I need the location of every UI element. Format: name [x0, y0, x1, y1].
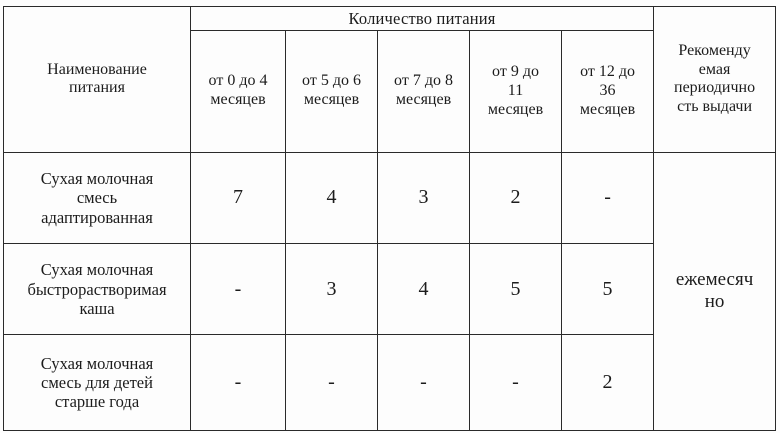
age-header-line: от 7 до 8 — [394, 72, 453, 90]
row-name-cell — [4, 152, 191, 243]
quantity-cell: - — [378, 335, 470, 431]
period-value-cell — [654, 152, 776, 430]
quantity-cell: - — [470, 335, 562, 431]
quantity-group-header: Количество питания — [191, 7, 654, 31]
row-name-line: каша — [79, 299, 115, 319]
age-header-line: от 9 до — [492, 62, 539, 80]
age-header-12-36 — [562, 30, 654, 152]
row-name-line: смесь — [76, 188, 118, 208]
age-header-line: 11 — [507, 81, 524, 99]
row-name-line: Сухая молочная — [40, 260, 154, 280]
row-name-cell — [4, 244, 191, 335]
period-value-line-1: ежемесяч — [675, 268, 754, 290]
period-header-line-1: Рекоменду — [678, 41, 751, 59]
row-name-line: Сухая молочная — [40, 168, 154, 188]
table-row — [4, 152, 776, 243]
period-value-line-2: но — [704, 291, 725, 313]
quantity-cell: - — [191, 335, 286, 431]
age-header-line: месяцев — [579, 100, 636, 118]
row-name-line: старше года — [54, 392, 140, 412]
age-header-line: от 5 до 6 — [302, 72, 361, 90]
name-header-line-1: Наименование — [47, 60, 147, 78]
age-header-line: от 12 до — [580, 62, 635, 80]
quantity-cell: 2 — [470, 152, 562, 243]
period-header-line-3: периодично — [674, 79, 756, 97]
quantity-cell: 5 — [562, 244, 654, 335]
nutrition-table — [3, 6, 776, 431]
row-name-line: Сухая молочная — [40, 353, 154, 373]
quantity-cell: 2 — [562, 335, 654, 431]
quantity-cell: 4 — [286, 152, 378, 243]
age-header-line: 36 — [599, 81, 616, 99]
age-header-line: месяцев — [395, 91, 452, 109]
row-name-line: смесь для детей — [41, 373, 153, 392]
quantity-cell: 3 — [378, 152, 470, 243]
quantity-cell: 4 — [378, 244, 470, 335]
quantity-cell: - — [562, 152, 654, 243]
quantity-cell: 3 — [286, 244, 378, 335]
quantity-cell: - — [286, 335, 378, 431]
age-header-5-6 — [286, 30, 378, 152]
age-header-9-11 — [470, 30, 562, 152]
age-header-line: от 0 до 4 — [208, 72, 268, 90]
age-header-0-4 — [191, 30, 286, 152]
period-header-line-4: сть выдачи — [677, 98, 753, 116]
quantity-cell: 7 — [191, 152, 286, 243]
quantity-cell: 5 — [470, 244, 562, 335]
quantity-cell: - — [191, 244, 286, 335]
age-header-line: месяцев — [303, 91, 360, 109]
period-header-line-2: емая — [698, 60, 731, 78]
age-header-7-8 — [378, 30, 470, 152]
header-row-group — [4, 7, 776, 31]
row-name-line: адаптированная — [41, 207, 153, 227]
age-header-line: месяцев — [487, 100, 544, 118]
row-name-line: быстрорастворимая — [27, 279, 167, 299]
name-header-line-2: питания — [69, 79, 125, 97]
row-name-cell — [4, 335, 191, 431]
age-header-line: месяцев — [210, 91, 266, 109]
name-column-header — [4, 7, 191, 153]
period-column-header — [654, 7, 776, 153]
